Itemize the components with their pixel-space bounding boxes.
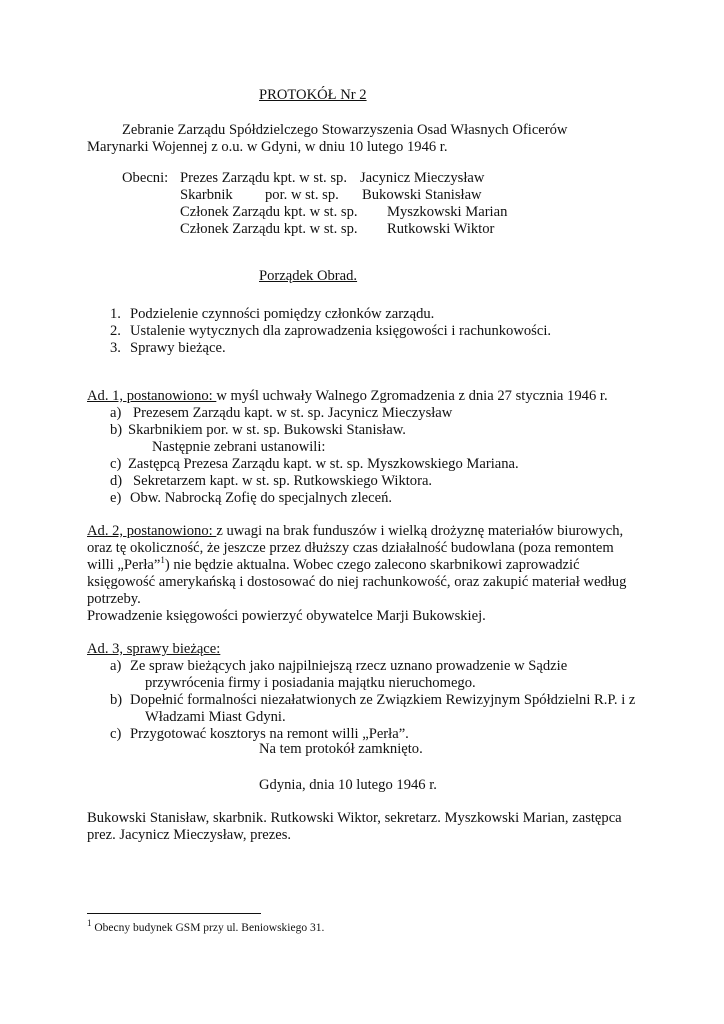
ad3-letter: b) xyxy=(110,692,123,708)
ad3-letter: c) xyxy=(110,726,122,742)
ad1-item: Prezesem Zarządu kapt. w st. sp. Jacynicz Mieczysław xyxy=(133,405,453,421)
attendance-role: Prezes Zarządu kpt. w st. sp. xyxy=(180,170,347,186)
ad3-item-continued: Władzami Miast Gdyni. xyxy=(145,709,286,725)
ad1-subheading: Następnie zebrani ustanowili: xyxy=(152,439,326,455)
attendance-label: Obecni: xyxy=(122,170,169,186)
ad2-line-2: oraz tę okoliczność, że jeszcze przez dłuższy czas działalność budowlana (poza remontem xyxy=(87,540,614,556)
ad2-line-3 xyxy=(87,557,580,574)
ad3-item: Dopełnić formalności niezałatwionych ze Związkiem Rewizyjnym Spółdzielni R.P. i z xyxy=(130,692,636,708)
ad3-letter: a) xyxy=(110,658,122,674)
attendance-role: Skarbnik xyxy=(180,187,233,203)
ad2-paragraph xyxy=(87,523,623,540)
ad2-line-4: księgowość amerykańską i dostosować do niej rachunkowość, oraz zakupić materiał według xyxy=(87,574,627,590)
ad1-letter: d) xyxy=(110,473,123,489)
ad1-item: Sekretarzem kapt. w st. sp. Rutkowskiego Wiktora. xyxy=(133,473,433,489)
ad2-line-3a: willi „Perła” xyxy=(87,557,161,573)
ad1-letter: a) xyxy=(110,405,122,421)
footnote-divider xyxy=(87,913,261,914)
ad2-line-1: z uwagi na brak funduszów i wielką drożyznę materiałów biurowych, xyxy=(216,523,624,539)
ad3-item: Ze spraw bieżących jako najpilniejszą rzecz uznano prowadzenie w Sądzie xyxy=(130,658,568,674)
attendance-role: Członek Zarządu kpt. w st. sp. xyxy=(180,204,358,220)
agenda-item: Podzielenie czynności pomiędzy członków zarządu. xyxy=(130,306,435,322)
attendance-role: Członek Zarządu kpt. w st. sp. xyxy=(180,221,358,237)
ad3-label: Ad. 3, sprawy bieżące: xyxy=(87,641,221,657)
ad1-item: Obw. Nabrocką Zofię do specjalnych zleceń. xyxy=(130,490,393,506)
place-date: Gdynia, dnia 10 lutego 1946 r. xyxy=(259,777,437,793)
ad1-item: Skarbnikiem por. w st. sp. Bukowski Stanisław. xyxy=(128,422,406,438)
ad2-line-5: potrzeby. xyxy=(87,591,141,607)
ad1-label: Ad. 1, postanowiono: xyxy=(87,388,217,404)
attendance-name: Jacynicz Mieczysław xyxy=(360,170,485,186)
agenda-number: 1. xyxy=(110,306,121,322)
ad1-text: w myśl uchwały Walnego Zgromadzenia z dnia 27 stycznia 1946 r. xyxy=(216,388,608,404)
attendance-name: Bukowski Stanisław xyxy=(362,187,482,203)
agenda-heading: Porządek Obrad. xyxy=(259,268,358,284)
intro-line-2: Marynarki Wojennej z o.u. w Gdyni, w dniu 10 lutego 1946 r. xyxy=(87,139,448,155)
ad2-line-3b: ) nie będzie aktualna. Wobec czego zalecono skarbnikowi zaprowadzić xyxy=(164,557,580,573)
footnote-mark: 1 xyxy=(87,918,92,929)
ad2-line-6: Prowadzenie księgowości powierzyć obywatelce Marji Bukowskiej. xyxy=(87,608,486,624)
ad3-item: Przygotować kosztorys na remont willi „Perła”. xyxy=(130,726,409,742)
attendance-name: Myszkowski Marian xyxy=(387,204,508,220)
footnote-text: Obecny budynek GSM przy ul. Beniowskiego 31. xyxy=(91,922,325,934)
ad1-letter: c) xyxy=(110,456,122,472)
intro-line-1: Zebranie Zarządu Spółdzielczego Stowarzyszenia Osad Własnych Oficerów xyxy=(122,122,568,138)
ad3-item-continued: przywrócenia firmy i posiadania majątku nieruchomego. xyxy=(145,675,476,691)
ad1-paragraph xyxy=(87,388,608,405)
signatures-line-1: Bukowski Stanisław, skarbnik. Rutkowski Wiktor, sekretarz. Myszkowski Marian, zastępca xyxy=(87,810,622,826)
document-title: PROTOKÓŁ Nr 2 xyxy=(259,87,367,103)
agenda-item: Ustalenie wytycznych dla zaprowadzenia księgowości i rachunkowości. xyxy=(130,323,552,339)
agenda-item: Sprawy bieżące. xyxy=(130,340,226,356)
closing-statement: Na tem protokół zamknięto. xyxy=(259,741,423,757)
signatures-line-2: prez. Jacynicz Mieczysław, prezes. xyxy=(87,827,292,843)
attendance-name: Rutkowski Wiktor xyxy=(387,221,495,237)
ad1-letter: b) xyxy=(110,422,123,438)
footnote-reference: 1 xyxy=(160,555,165,566)
ad2-label: Ad. 2, postanowiono: xyxy=(87,523,217,539)
ad1-letter: e) xyxy=(110,490,122,506)
agenda-number: 3. xyxy=(110,340,121,356)
agenda-number: 2. xyxy=(110,323,121,339)
attendance-rank: por. w st. sp. xyxy=(265,187,339,203)
ad1-item: Zastępcą Prezesa Zarządu kapt. w st. sp. Myszkowskiego Mariana. xyxy=(128,456,519,472)
footnote xyxy=(87,920,324,937)
